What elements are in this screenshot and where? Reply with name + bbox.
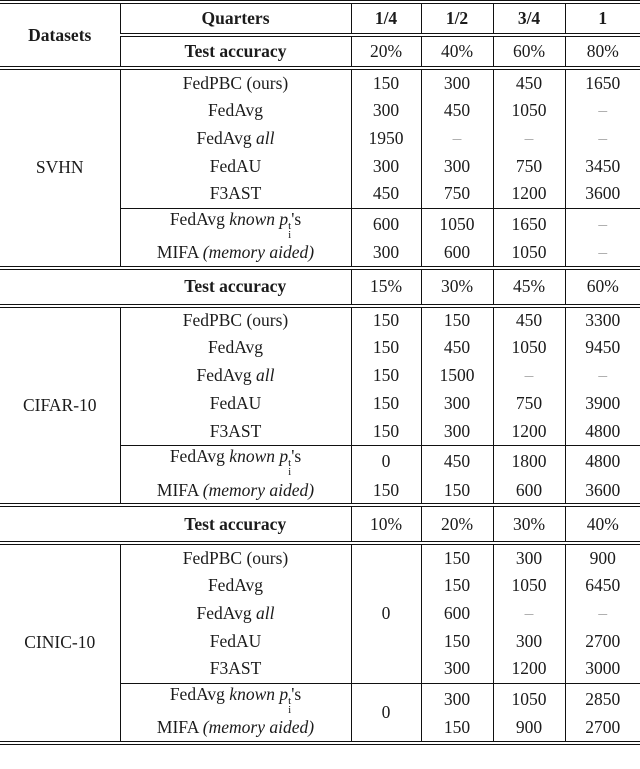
value-cell: 150 (421, 627, 493, 655)
value-cell: 4800 (565, 446, 640, 478)
method-label: MIFA (memory aided) (156, 479, 315, 500)
value-cell: 450 (421, 334, 493, 362)
value-cell: 1950 (351, 124, 421, 152)
value-cell: 3900 (585, 393, 621, 413)
value-cell: 150 (421, 306, 493, 334)
value-cell: 600 (493, 477, 565, 505)
value-cell: 3600 (585, 183, 621, 204)
value-cell: 150 (421, 715, 493, 743)
spacer-cell (0, 505, 120, 543)
value-cell: 150 (351, 362, 421, 390)
method-cell (120, 334, 351, 362)
method-label: FedAU (209, 155, 262, 176)
value-cell: 1050 (421, 208, 493, 240)
value-cell: – (598, 365, 608, 385)
table-header (0, 2, 640, 68)
value-cell: 300 (421, 68, 493, 96)
method-label: FedAvg all (196, 602, 275, 623)
value-cell: – (493, 599, 565, 627)
method-cell (120, 683, 351, 715)
value-cell: 300 (493, 627, 565, 655)
value-cell: 450 (493, 306, 565, 334)
accuracy-value: 45% (493, 268, 565, 306)
accuracy-value: 40% (565, 505, 640, 543)
dataset-cell: CIFAR-10 (0, 306, 120, 506)
method-cell (120, 306, 351, 334)
value-cell: 450 (421, 446, 493, 478)
method-label: FedAvg known p t i 's (169, 208, 302, 240)
quarters-header-row (0, 2, 640, 35)
accuracy-value: 80% (565, 35, 640, 68)
method-label: MIFA (memory aided) (156, 717, 315, 737)
method-cell (120, 208, 351, 240)
accuracy-label: Test accuracy (120, 268, 351, 306)
dataset-cell: SVHN (0, 68, 120, 268)
method-cell (120, 180, 351, 208)
value-cell: 150 (351, 334, 421, 362)
method-label: FedPBC (ours) (182, 310, 289, 330)
quarters-header: Quarters (120, 2, 351, 35)
value-cell: – (598, 99, 608, 120)
value-cell: 1200 (493, 180, 565, 208)
value-cell: 150 (421, 543, 493, 571)
value-cell: – (493, 362, 565, 390)
method-cell (120, 68, 351, 96)
accuracy-value: 30% (421, 268, 493, 306)
value-cell: 3600 (585, 479, 621, 500)
method-label: FedAvg all (196, 365, 275, 385)
value-cell: 750 (493, 152, 565, 180)
quarter-col-header: 1/4 (351, 2, 421, 35)
value-cell: 1050 (493, 683, 565, 715)
method-label: FedAvg (207, 337, 264, 357)
accuracy-row (0, 268, 640, 306)
method-label: FedAvg all (196, 127, 275, 148)
value-cell: 1050 (493, 334, 565, 362)
accuracy-value: 40% (421, 35, 493, 68)
value-cell: 300 (493, 543, 565, 571)
math-symbol: p t i (279, 446, 292, 477)
method-label: FedAvg known p t i 's (169, 683, 302, 715)
dataset-section (0, 306, 640, 506)
value-cell: 300 (351, 96, 421, 124)
method-label: F3AST (209, 658, 262, 679)
value-cell: 300 (421, 152, 493, 180)
value-cell: 2700 (585, 630, 621, 651)
value-cell: 1050 (493, 96, 565, 124)
quarter-col-header: 3/4 (493, 2, 565, 35)
method-cell (120, 655, 351, 683)
value-cell: 1650 (493, 208, 565, 240)
value-cell: 3000 (585, 658, 621, 679)
value-cell: 300 (421, 683, 493, 715)
value-cell: – (565, 208, 640, 240)
value-cell: 3300 (585, 310, 621, 330)
method-cell (120, 362, 351, 390)
method-label: FedAU (209, 393, 262, 413)
value-cell: 9450 (585, 337, 621, 357)
method-cell (120, 571, 351, 599)
dataset-cell: CINIC-10 (0, 543, 120, 743)
method-cell (120, 96, 351, 124)
value-cell: – (598, 242, 608, 262)
quarter-col-header: 1/2 (421, 2, 493, 35)
accuracy-divider (0, 505, 640, 543)
method-label: FedAvg known p t i 's (169, 446, 302, 477)
value-cell: 0 (351, 446, 421, 478)
method-label: FedPBC (ours) (182, 547, 289, 568)
value-cell: 750 (421, 180, 493, 208)
accuracy-divider (0, 268, 640, 306)
accuracy-value: 60% (493, 35, 565, 68)
method-label: FedAvg (207, 99, 264, 120)
method-cell (120, 446, 351, 478)
table-row (0, 306, 640, 334)
value-cell: 1500 (421, 362, 493, 390)
accuracy-value: 30% (493, 505, 565, 543)
method-cell (120, 240, 351, 268)
method-label: FedAU (209, 630, 262, 651)
value-cell: 3450 (585, 155, 621, 176)
method-label: F3AST (209, 183, 262, 204)
value-cell: 600 (421, 599, 493, 627)
method-cell (120, 477, 351, 505)
method-cell (120, 715, 351, 743)
value-cell: 150 (351, 477, 421, 505)
math-symbol: p t i (279, 208, 292, 240)
table-row (0, 68, 640, 96)
value-cell: 0 (351, 543, 421, 683)
value-cell: 300 (421, 418, 493, 446)
value-cell: 150 (351, 390, 421, 418)
datasets-header: Datasets (0, 2, 120, 68)
value-cell: 600 (351, 208, 421, 240)
value-cell: 900 (493, 715, 565, 743)
value-cell: 1050 (493, 240, 565, 268)
value-cell: 1200 (493, 418, 565, 446)
method-cell (120, 390, 351, 418)
quarter-col-header: 1 (565, 2, 640, 35)
value-cell: 1800 (493, 446, 565, 478)
value-cell: 4800 (585, 420, 621, 441)
value-cell: 2850 (565, 683, 640, 715)
method-cell (120, 599, 351, 627)
value-cell: 150 (351, 68, 421, 96)
accuracy-label: Test accuracy (120, 35, 351, 68)
accuracy-value: 10% (351, 505, 421, 543)
method-cell (120, 418, 351, 446)
value-cell: 600 (421, 240, 493, 268)
method-label: FedPBC (ours) (182, 72, 289, 93)
value-cell: 1650 (585, 72, 621, 93)
method-label: F3AST (209, 420, 262, 441)
value-cell: 6450 (585, 574, 621, 595)
method-cell (120, 543, 351, 571)
accuracy-value: 60% (565, 268, 640, 306)
method-cell (120, 627, 351, 655)
accuracy-value: 20% (421, 505, 493, 543)
value-cell: 1200 (493, 655, 565, 683)
method-label: MIFA (memory aided) (156, 242, 315, 262)
method-cell (120, 152, 351, 180)
value-cell: – (598, 127, 608, 148)
value-cell: 300 (351, 240, 421, 268)
value-cell: 450 (351, 180, 421, 208)
value-cell: – (598, 602, 608, 623)
accuracy-value: 20% (351, 35, 421, 68)
accuracy-value: 15% (351, 268, 421, 306)
value-cell: 150 (351, 306, 421, 334)
value-cell: 750 (493, 390, 565, 418)
value-cell: – (421, 124, 493, 152)
method-label: FedAvg (207, 574, 264, 595)
table-row (0, 543, 640, 571)
dataset-section (0, 543, 640, 743)
value-cell: 300 (421, 390, 493, 418)
value-cell: 900 (589, 547, 616, 568)
accuracy-row (0, 505, 640, 543)
method-cell (120, 124, 351, 152)
value-cell: 150 (351, 418, 421, 446)
spacer-cell (0, 268, 120, 306)
value-cell: 2700 (585, 717, 621, 737)
math-symbol: p t i (279, 683, 292, 715)
value-cell: 300 (351, 152, 421, 180)
value-cell: 1050 (493, 571, 565, 599)
accuracy-label: Test accuracy (120, 505, 351, 543)
value-cell: – (493, 124, 565, 152)
value-cell: 300 (421, 655, 493, 683)
value-cell: 450 (493, 68, 565, 96)
dataset-section (0, 68, 640, 268)
value-cell: 0 (351, 683, 421, 743)
value-cell: 150 (421, 477, 493, 505)
value-cell: 150 (421, 571, 493, 599)
value-cell: 450 (421, 96, 493, 124)
